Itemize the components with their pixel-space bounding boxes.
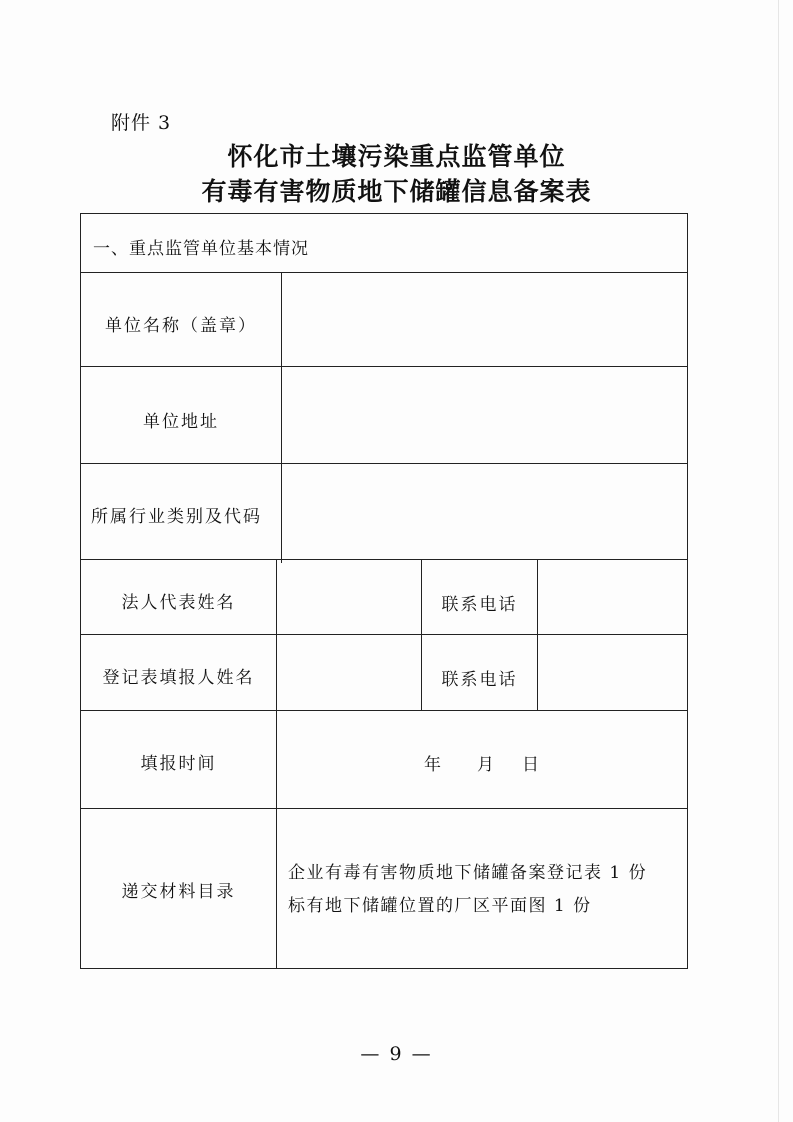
unit-name-label: 单位名称（盖章） (105, 316, 257, 336)
fill-time-label: 填报时间 (140, 754, 217, 774)
filler-phone-field[interactable] (538, 635, 687, 709)
materials-item: 标有地下储罐位置的厂区平面图 1 份 (288, 896, 592, 916)
filing-form-table (80, 213, 688, 969)
fill-date-field[interactable] (276, 750, 687, 775)
attachment-label: 附件 3 (111, 112, 172, 134)
unit-name-field[interactable] (282, 273, 687, 365)
materials-list (288, 857, 647, 923)
unit-address-field[interactable] (282, 367, 687, 462)
filler-name-field[interactable] (277, 635, 420, 709)
industry-label: 所属行业类别及代码 (91, 507, 262, 527)
legal-rep-label: 法人代表姓名 (121, 593, 236, 613)
document-title-line1: 怀化市土壤污染重点监管单位 (227, 142, 566, 171)
page-number: — 9 — (360, 1043, 433, 1065)
unit-address-label: 单位地址 (143, 412, 219, 432)
materials-label: 递交材料目录 (121, 882, 236, 902)
date-day: 日 (522, 755, 539, 775)
industry-field[interactable] (282, 464, 687, 558)
filler-name-label: 登记表填报人姓名 (102, 668, 255, 688)
document-title-line2: 有毒有害物质地下储罐信息备案表 (201, 177, 592, 206)
date-year: 年 (424, 755, 441, 775)
legal-rep-name-field[interactable] (277, 560, 420, 633)
section-title: 一、重点监管单位基本情况 (93, 239, 309, 259)
row-divider (81, 710, 687, 711)
legal-rep-phone-label: 联系电话 (441, 595, 518, 615)
legal-rep-phone-field[interactable] (538, 560, 687, 633)
date-month: 月 (477, 755, 494, 775)
filler-phone-label: 联系电话 (441, 670, 518, 690)
row-divider (81, 808, 687, 809)
materials-item: 企业有毒有害物质地下储罐备案登记表 1 份 (288, 863, 648, 883)
